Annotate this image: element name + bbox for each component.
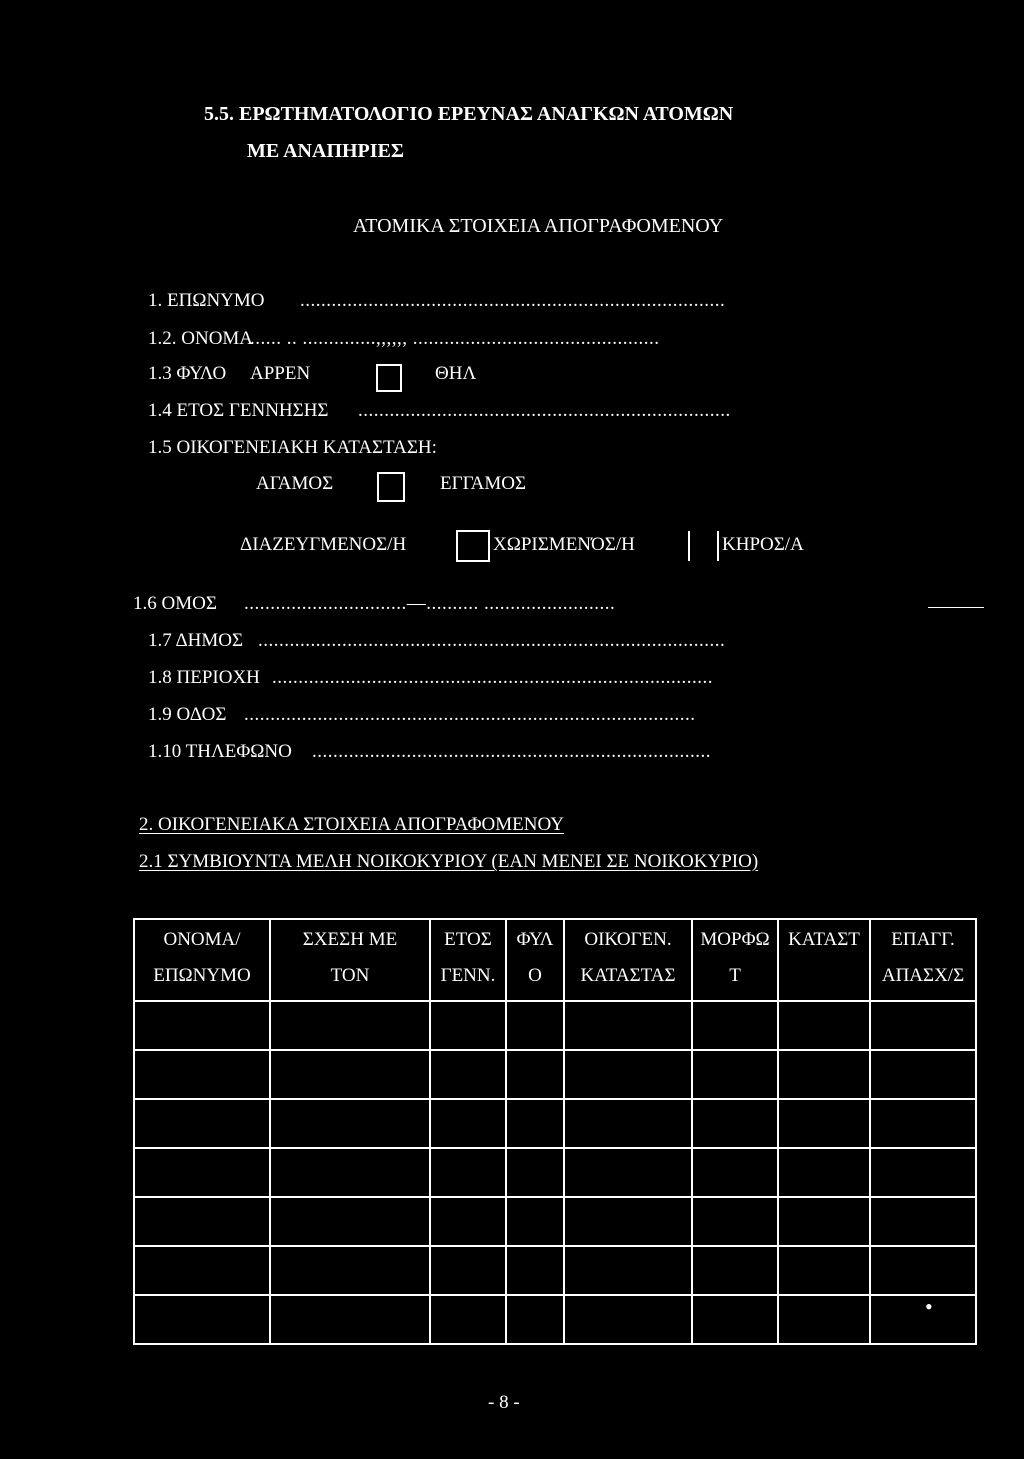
table-cell[interactable] — [134, 1295, 270, 1344]
name-label: 1.2. ΟΝΟΜΑ — [148, 328, 254, 349]
table-cell[interactable] — [506, 1197, 564, 1246]
page-heading-line2: ΜΕ ΑΝΑΠΗΡΙΕΣ — [247, 140, 404, 162]
gender-label: 1.3 ΦΥΛΟ — [148, 363, 227, 384]
table-cell[interactable] — [778, 1099, 870, 1148]
gender-female-label: ΘΗΛ — [435, 363, 477, 384]
col-header-birth-year: ΕΤΟΣ ΓΕΝΝ. — [430, 919, 506, 1001]
table-cell[interactable] — [692, 1148, 778, 1197]
col-header-gender: ΦΥΛ Ο — [506, 919, 564, 1001]
table-cell[interactable] — [134, 1050, 270, 1099]
table-cell[interactable] — [564, 1295, 692, 1344]
marital-widowed-checkbox[interactable] — [717, 531, 719, 561]
table-row — [134, 1246, 976, 1295]
table-cell[interactable] — [778, 1246, 870, 1295]
table-cell[interactable] — [692, 1050, 778, 1099]
table-cell[interactable] — [430, 1197, 506, 1246]
table-cell[interactable] — [692, 1295, 778, 1344]
table-cell[interactable] — [564, 1099, 692, 1148]
section2-title: 2. ΟΙΚΟΓΕΝΕΙΑΚΑ ΣΤΟΙΧΕΙΑ ΑΠΟΓΡΑΦΟΜΕΝΟΥ — [139, 814, 564, 835]
table-cell[interactable] — [870, 1246, 976, 1295]
col-header-status: ΚΑΤΑΣΤ — [778, 919, 870, 1001]
household-members-table — [133, 918, 977, 1345]
marital-divorced-label: ΔΙΑΖΕΥΓΜΕΝΟΣ/Η — [240, 534, 407, 555]
area-field[interactable]: .................................................................................... — [272, 667, 713, 688]
marital-married-label: ΕΓΓΑΜΟΣ — [440, 473, 527, 494]
street-field[interactable]: ...................................................................................... — [244, 704, 696, 725]
table-cell[interactable] — [430, 1246, 506, 1295]
table-row — [134, 1197, 976, 1246]
col-header-education: ΜΟΡΦΩ Τ — [692, 919, 778, 1001]
table-cell[interactable] — [564, 1197, 692, 1246]
col-header-relation: ΣΧΕΣΗ ΜΕ ΤΟΝ — [270, 919, 430, 1001]
gender-male-checkbox[interactable] — [376, 364, 402, 392]
section2-subtitle: 2.1 ΣΥΜΒΙΟΥΝΤΑ ΜΕΛΗ ΝΟΙΚΟΚΥΡΙΟΥ (ΕΑΝ ΜΕΝΕΙ ΣΕ ΝΟΙΚΟΚΥΡΙΟ) — [139, 851, 759, 872]
table-cell[interactable] — [778, 1295, 870, 1344]
table-cell[interactable] — [134, 1246, 270, 1295]
marital-divorced-checkbox[interactable] — [456, 530, 490, 562]
area-label: 1.8 ΠΕΡΙΟΧΗ — [148, 667, 260, 688]
marital-separated-label: ΧΩΡΙΣΜΕΝΌΣ/Η — [493, 534, 635, 555]
table-cell[interactable] — [692, 1099, 778, 1148]
table-row — [134, 1050, 976, 1099]
table-body — [134, 1001, 976, 1344]
table-cell[interactable] — [430, 1295, 506, 1344]
gender-male-label: ΑΡΡΕΝ — [250, 363, 311, 384]
table-cell[interactable] — [870, 1050, 976, 1099]
table-cell[interactable] — [870, 1001, 976, 1050]
table-cell[interactable] — [430, 1001, 506, 1050]
table-cell[interactable] — [564, 1246, 692, 1295]
table-cell[interactable] — [870, 1197, 976, 1246]
table-cell[interactable] — [778, 1001, 870, 1050]
table-cell[interactable] — [134, 1148, 270, 1197]
table-cell[interactable] — [134, 1099, 270, 1148]
table-cell[interactable] — [430, 1099, 506, 1148]
birth-year-field[interactable]: ....................................................................... — [358, 400, 731, 421]
table-cell[interactable] — [778, 1050, 870, 1099]
name-field[interactable]: ...... .. ..............,,,,,, ............................................... — [250, 328, 660, 349]
table-cell[interactable] — [506, 1001, 564, 1050]
table-cell[interactable] — [430, 1148, 506, 1197]
phone-field[interactable]: ............................................................................ — [312, 741, 711, 762]
marital-label: 1.5 ΟΙΚΟΓΕΝΕΙΑΚΗ ΚΑΤΑΣΤΑΣΗ: — [148, 437, 437, 458]
table-row — [134, 1148, 976, 1197]
table-cell[interactable] — [430, 1050, 506, 1099]
page-heading: 5.5. ΕΡΩΤΗΜΑΤΟΛΟΓΙΟ ΕΡΕΥΝΑΣ ΑΝΑΓΚΩΝ ΑΤΟΜΩΝ — [204, 103, 734, 125]
surname-label: 1. ΕΠΩΝΥΜΟ — [148, 290, 265, 311]
page-number: - 8 - — [488, 1392, 520, 1413]
col-header-marital: ΟΙΚΟΓΕΝ. ΚΑΤΑΣΤΑΣ — [564, 919, 692, 1001]
table-row — [134, 1295, 976, 1344]
surname-field[interactable]: ................................................................................. — [300, 290, 726, 311]
table-cell[interactable] — [270, 1001, 430, 1050]
table-cell[interactable] — [506, 1246, 564, 1295]
table-cell[interactable] — [270, 1246, 430, 1295]
table-cell[interactable] — [270, 1295, 430, 1344]
table-header-row — [134, 919, 976, 1001]
table-cell[interactable] — [870, 1295, 976, 1344]
col-header-occupation: ΕΠΑΓΓ. ΑΠΑΣΧ/Σ — [870, 919, 976, 1001]
table-cell[interactable] — [778, 1148, 870, 1197]
table-cell[interactable] — [506, 1295, 564, 1344]
table-cell[interactable] — [270, 1099, 430, 1148]
prefecture-label: 1.6 ΟΜΟΣ — [133, 593, 217, 614]
table-cell[interactable] — [564, 1050, 692, 1099]
street-label: 1.9 ΟΔΟΣ — [148, 704, 227, 725]
table-cell[interactable] — [506, 1148, 564, 1197]
prefecture-trailing-line — [928, 607, 984, 608]
table-cell[interactable] — [564, 1148, 692, 1197]
table-cell[interactable] — [270, 1050, 430, 1099]
marital-single-checkbox[interactable] — [377, 472, 405, 502]
table-cell[interactable] — [778, 1197, 870, 1246]
table-row — [134, 1099, 976, 1148]
col-header-name: ΟΝΟΜΑ/ ΕΠΩΝΥΜΟ — [134, 919, 270, 1001]
table-cell[interactable] — [506, 1099, 564, 1148]
table-cell[interactable] — [692, 1001, 778, 1050]
table-cell[interactable] — [870, 1099, 976, 1148]
marital-single-label: ΑΓΑΜΟΣ — [256, 473, 334, 494]
phone-label: 1.10 ΤΗΛΕΦΩΝΟ — [148, 741, 292, 762]
table-cell[interactable] — [870, 1148, 976, 1197]
section1-title: ΑΤΟΜΙΚΑ ΣΤΟΙΧΕΙΑ ΑΠΟΓΡΑΦΟΜΕΝΟΥ — [353, 215, 724, 237]
table-cell[interactable] — [564, 1001, 692, 1050]
table-row — [134, 1001, 976, 1050]
table-cell[interactable] — [692, 1197, 778, 1246]
table-cell[interactable] — [270, 1148, 430, 1197]
table-cell[interactable] — [134, 1197, 270, 1246]
municipality-field[interactable]: ......................................................................................... — [258, 630, 726, 651]
table-cell[interactable] — [692, 1246, 778, 1295]
table-cell[interactable] — [506, 1050, 564, 1099]
table-cell[interactable] — [270, 1197, 430, 1246]
municipality-label: 1.7 ΔΗΜΟΣ — [148, 630, 244, 651]
cell-mark: • — [925, 1294, 933, 1319]
marital-widowed-label: ΚΗΡΟΣ/Α — [722, 534, 804, 555]
table-cell[interactable] — [134, 1001, 270, 1050]
marital-separated-checkbox[interactable] — [688, 531, 690, 561]
birth-year-label: 1.4 ΕΤΟΣ ΓΕΝΝΗΣΗΣ — [148, 400, 329, 421]
prefecture-field[interactable]: ...............................—.......... ......................... — [244, 593, 616, 614]
